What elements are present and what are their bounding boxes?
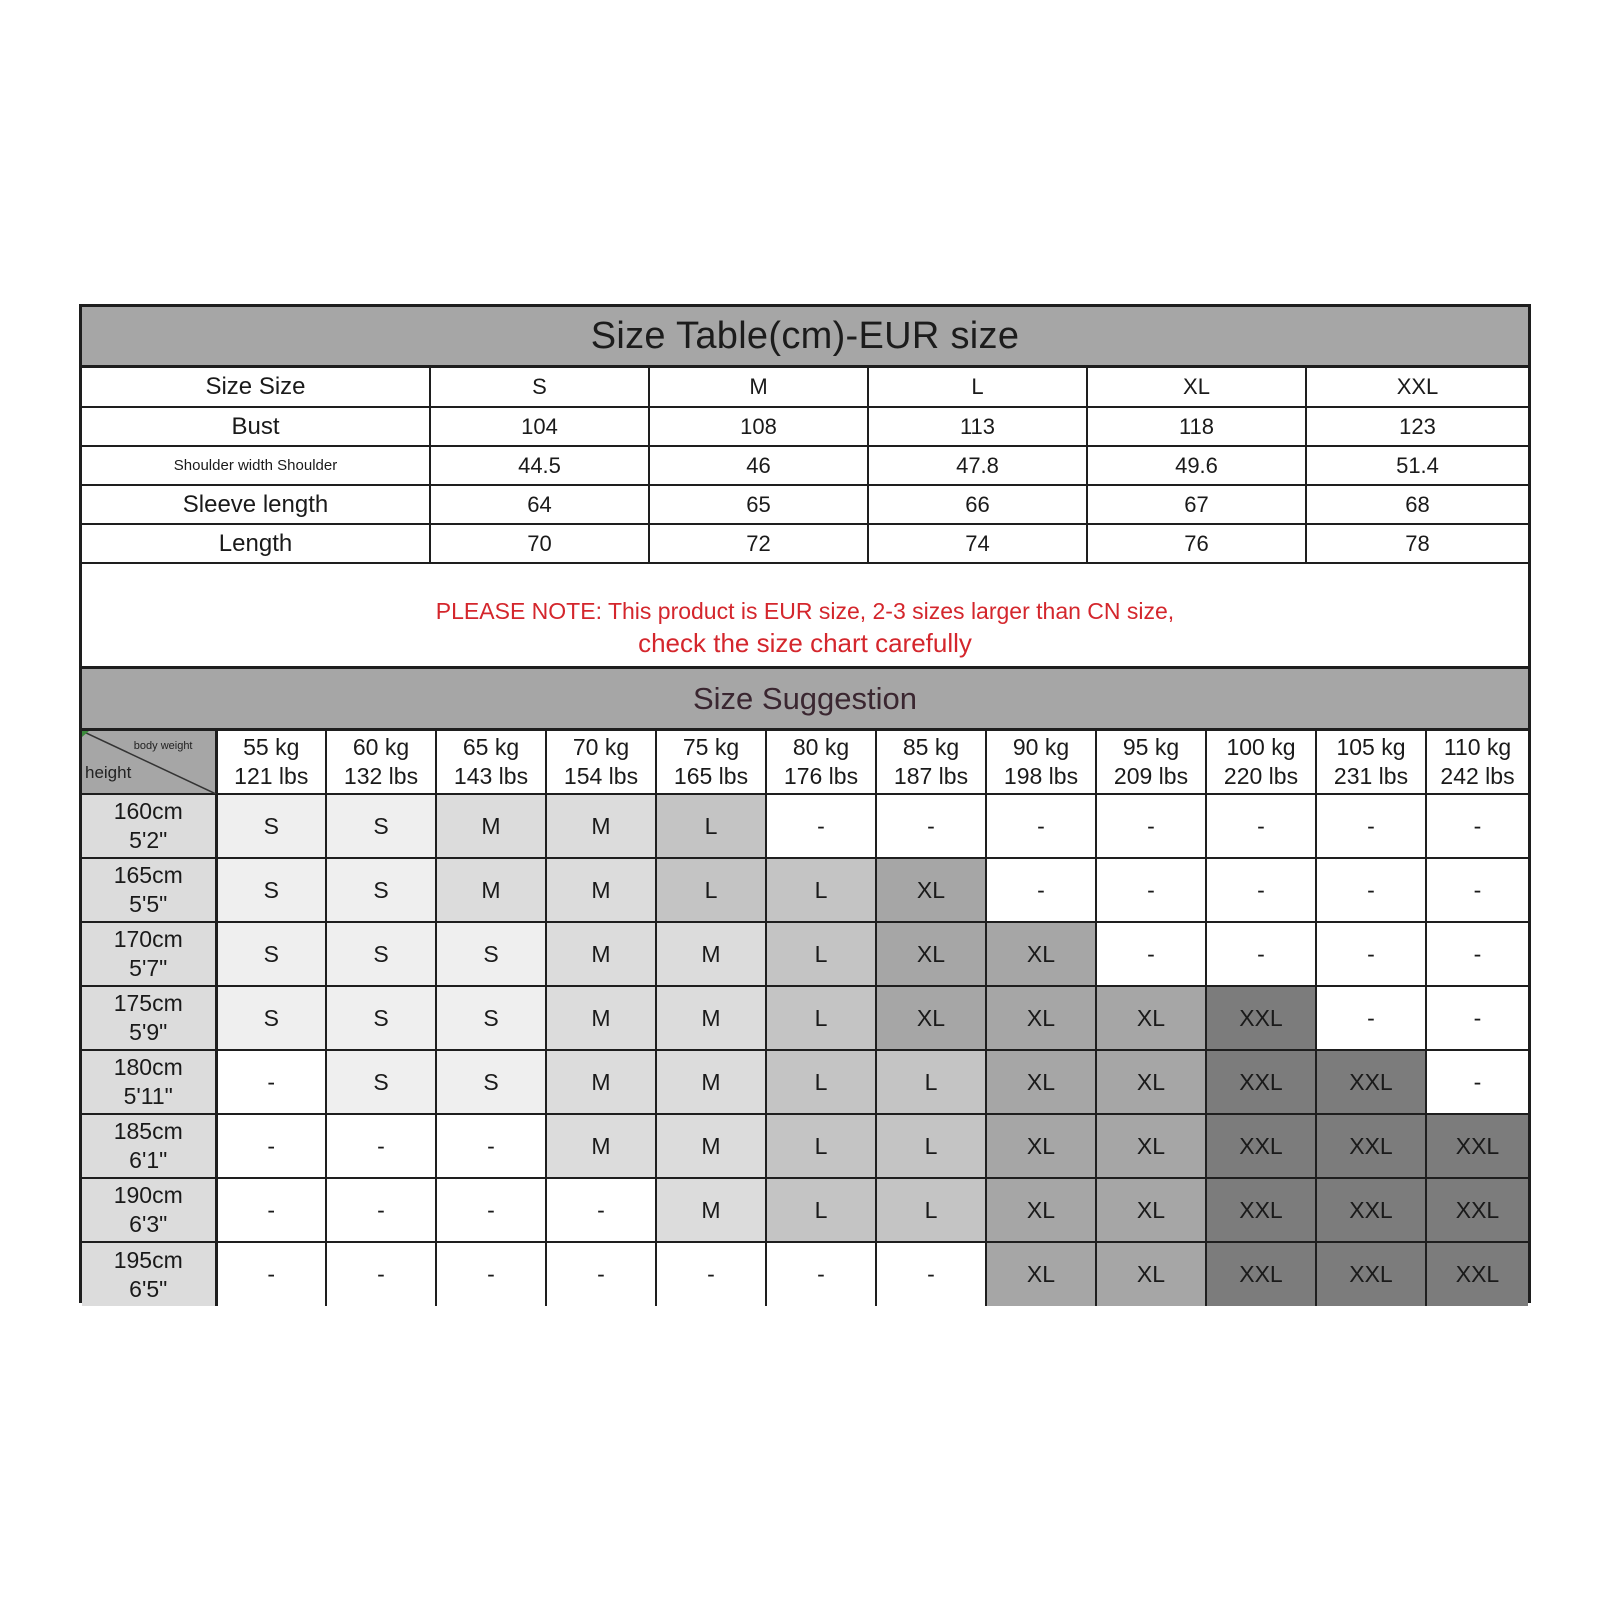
size-suggestion-cell: - bbox=[1206, 858, 1316, 922]
height-cm: 165cm bbox=[113, 862, 183, 888]
size-suggestion-cell: L bbox=[656, 858, 766, 922]
size-suggestion-cell: M bbox=[546, 1114, 656, 1178]
size-suggestion-cell: XL bbox=[986, 1114, 1096, 1178]
size-suggestion-cell: - bbox=[326, 1242, 436, 1306]
size-suggestion-cell: S bbox=[326, 1050, 436, 1114]
height-label-cell bbox=[82, 1242, 216, 1306]
weight-header-cell bbox=[986, 731, 1096, 794]
size-suggestion-cell: - bbox=[1206, 794, 1316, 858]
height-label-cell bbox=[82, 986, 216, 1050]
size-value: 78 bbox=[1306, 524, 1528, 563]
size-table-title: Size Table(cm)-EUR size bbox=[82, 307, 1528, 368]
weight-header-cell bbox=[1426, 731, 1528, 794]
size-note bbox=[82, 574, 1528, 669]
size-suggestion-cell: S bbox=[436, 986, 546, 1050]
size-row-length bbox=[82, 524, 1528, 563]
size-row-shoulder bbox=[82, 446, 1528, 485]
size-suggestion-cell: S bbox=[326, 986, 436, 1050]
size-suggestion-cell: - bbox=[436, 1242, 546, 1306]
note-line-2: check the size chart carefully bbox=[638, 628, 972, 658]
height-row bbox=[82, 922, 1528, 986]
size-row-label: Shoulder width Shoulder bbox=[82, 446, 430, 485]
weight-header-cell bbox=[326, 731, 436, 794]
size-suggestion-cell: - bbox=[1316, 986, 1426, 1050]
corner-cell bbox=[82, 731, 216, 794]
size-suggestion-cell: - bbox=[766, 1242, 876, 1306]
size-suggestion-cell: - bbox=[1426, 794, 1528, 858]
height-cm: 190cm bbox=[113, 1182, 183, 1208]
size-suggestion-cell: - bbox=[1426, 922, 1528, 986]
height-cm: 175cm bbox=[113, 990, 183, 1016]
weight-header-cell bbox=[546, 731, 656, 794]
size-suggestion-cell: M bbox=[436, 794, 546, 858]
size-suggestion-cell: XL bbox=[986, 1050, 1096, 1114]
size-suggestion-cell: - bbox=[326, 1114, 436, 1178]
size-value: 74 bbox=[868, 524, 1087, 563]
weight-header-cell bbox=[1096, 731, 1206, 794]
size-table bbox=[82, 368, 1528, 564]
size-value: 104 bbox=[430, 407, 649, 446]
size-suggestion-title: Size Suggestion bbox=[82, 669, 1528, 731]
size-suggestion-cell: XXL bbox=[1426, 1114, 1528, 1178]
weight-lbs: 220 lbs bbox=[1223, 763, 1299, 789]
size-row-label: Sleeve length bbox=[82, 485, 430, 524]
size-suggestion-cell: XL bbox=[876, 858, 986, 922]
size-value: 65 bbox=[649, 485, 868, 524]
weight-kg: 55 kg bbox=[243, 734, 300, 760]
size-suggestion-cell: S bbox=[436, 922, 546, 986]
size-suggestion-cell: XL bbox=[1096, 1114, 1206, 1178]
size-suggestion-cell: S bbox=[326, 794, 436, 858]
size-suggestion-cell: XL bbox=[1096, 1050, 1206, 1114]
size-suggestion-cell: - bbox=[1096, 794, 1206, 858]
corner-height-label: height bbox=[85, 763, 132, 782]
corner-body-weight-label: body weight bbox=[133, 740, 193, 752]
size-suggestion-cell: L bbox=[766, 1178, 876, 1242]
size-suggestion-cell: S bbox=[216, 794, 326, 858]
weight-kg: 110 kg bbox=[1443, 734, 1512, 760]
height-label-cell bbox=[82, 1114, 216, 1178]
size-header-cell: S bbox=[430, 368, 649, 407]
size-suggestion-cell: XXL bbox=[1316, 1114, 1426, 1178]
size-value: 68 bbox=[1306, 485, 1528, 524]
size-suggestion-cell: S bbox=[436, 1050, 546, 1114]
size-value: 76 bbox=[1087, 524, 1306, 563]
size-suggestion-cell: - bbox=[1426, 858, 1528, 922]
size-suggestion-cell: L bbox=[876, 1178, 986, 1242]
size-value: 66 bbox=[868, 485, 1087, 524]
size-suggestion-cell: - bbox=[546, 1242, 656, 1306]
weight-kg: 100 kg bbox=[1226, 734, 1296, 760]
size-row-label: Length bbox=[82, 524, 430, 563]
weight-kg: 70 kg bbox=[572, 734, 630, 760]
height-row bbox=[82, 986, 1528, 1050]
size-suggestion-cell: XL bbox=[986, 1242, 1096, 1306]
weight-lbs: 121 lbs bbox=[234, 763, 309, 789]
size-suggestion-cell: XXL bbox=[1316, 1050, 1426, 1114]
size-suggestion-cell: M bbox=[546, 922, 656, 986]
weight-kg: 95 kg bbox=[1122, 734, 1180, 760]
size-suggestion-cell: L bbox=[766, 922, 876, 986]
weight-header-cell bbox=[216, 731, 326, 794]
size-value: 46 bbox=[649, 446, 868, 485]
weight-header-cell bbox=[1206, 731, 1316, 794]
height-label-cell bbox=[82, 858, 216, 922]
height-row bbox=[82, 1242, 1528, 1306]
weight-lbs: 187 lbs bbox=[893, 763, 969, 789]
size-suggestion-cell: L bbox=[766, 1050, 876, 1114]
size-suggestion-cell: S bbox=[216, 986, 326, 1050]
height-ft: 6'1" bbox=[129, 1147, 168, 1173]
size-suggestion-cell: M bbox=[656, 1178, 766, 1242]
size-suggestion-cell: L bbox=[766, 986, 876, 1050]
size-header-cell: L bbox=[868, 368, 1087, 407]
size-suggestion-cell: - bbox=[436, 1178, 546, 1242]
size-suggestion-cell: M bbox=[546, 1050, 656, 1114]
size-value: 70 bbox=[430, 524, 649, 563]
height-ft: 5'5" bbox=[129, 891, 168, 917]
weight-header-cell bbox=[876, 731, 986, 794]
size-chart-sheet bbox=[79, 304, 1531, 1303]
size-header-cell: XL bbox=[1087, 368, 1306, 407]
height-ft: 6'5" bbox=[129, 1275, 168, 1302]
size-suggestion-cell: XL bbox=[876, 986, 986, 1050]
size-suggestion-cell: M bbox=[656, 1114, 766, 1178]
size-suggestion-cell: - bbox=[1096, 858, 1206, 922]
weight-lbs: 209 lbs bbox=[1113, 763, 1189, 789]
height-row bbox=[82, 794, 1528, 858]
height-cm: 170cm bbox=[113, 926, 183, 952]
weight-kg: 80 kg bbox=[792, 734, 850, 760]
size-suggestion-cell: - bbox=[216, 1242, 326, 1306]
height-row bbox=[82, 1114, 1528, 1178]
note-line-1: PLEASE NOTE: This product is EUR size, 2-3 sizes larger than CN size, bbox=[435, 598, 1175, 624]
height-row bbox=[82, 1178, 1528, 1242]
weight-kg: 75 kg bbox=[682, 734, 740, 760]
height-ft: 5'2" bbox=[129, 827, 168, 853]
size-suggestion-cell: XL bbox=[1096, 986, 1206, 1050]
size-value: 47.8 bbox=[868, 446, 1087, 485]
height-label-cell bbox=[82, 1178, 216, 1242]
weight-lbs: 231 lbs bbox=[1333, 763, 1409, 789]
size-header-label: Size Size bbox=[82, 368, 430, 407]
size-header-row bbox=[82, 368, 1528, 407]
weight-header-cell bbox=[436, 731, 546, 794]
weight-header-cell bbox=[656, 731, 766, 794]
weight-kg: 85 kg bbox=[902, 734, 960, 760]
size-row-sleeve bbox=[82, 485, 1528, 524]
size-suggestion-cell: M bbox=[656, 986, 766, 1050]
size-value: 118 bbox=[1087, 407, 1306, 446]
size-suggestion-cell: L bbox=[656, 794, 766, 858]
size-suggestion-cell: M bbox=[656, 1050, 766, 1114]
height-row bbox=[82, 858, 1528, 922]
size-value: 123 bbox=[1306, 407, 1528, 446]
height-ft: 5'11" bbox=[123, 1083, 173, 1109]
size-suggestion-cell: XXL bbox=[1206, 986, 1316, 1050]
size-suggestion-cell: XL bbox=[1096, 1242, 1206, 1306]
size-value: 72 bbox=[649, 524, 868, 563]
size-suggestion-cell: S bbox=[326, 922, 436, 986]
size-suggestion-cell: - bbox=[986, 858, 1096, 922]
height-cm: 160cm bbox=[113, 798, 183, 824]
size-suggestion-cell: - bbox=[876, 1242, 986, 1306]
height-cm: 185cm bbox=[113, 1118, 183, 1144]
weight-header-cell bbox=[1316, 731, 1426, 794]
height-row bbox=[82, 1050, 1528, 1114]
size-suggestion-cell: XXL bbox=[1426, 1242, 1528, 1306]
height-cm: 180cm bbox=[113, 1054, 183, 1080]
size-suggestion-cell: S bbox=[216, 858, 326, 922]
size-suggestion-cell: L bbox=[766, 858, 876, 922]
weight-lbs: 176 lbs bbox=[783, 763, 859, 789]
size-suggestion-cell: XL bbox=[1096, 1178, 1206, 1242]
size-suggestion-cell: XL bbox=[986, 922, 1096, 986]
weight-kg: 65 kg bbox=[462, 734, 520, 760]
size-suggestion-cell: - bbox=[436, 1114, 546, 1178]
size-value: 64 bbox=[430, 485, 649, 524]
weight-lbs: 132 lbs bbox=[343, 763, 419, 789]
height-ft: 5'7" bbox=[129, 955, 168, 981]
size-suggestion-cell: - bbox=[1316, 794, 1426, 858]
size-suggestion-cell: M bbox=[436, 858, 546, 922]
size-suggestion-cell: - bbox=[1426, 986, 1528, 1050]
size-row-bust bbox=[82, 407, 1528, 446]
weight-lbs: 198 lbs bbox=[1003, 763, 1079, 789]
size-suggestion-cell: - bbox=[1096, 922, 1206, 986]
size-suggestion-cell: L bbox=[876, 1114, 986, 1178]
height-label-cell bbox=[82, 794, 216, 858]
size-suggestion-cell: XXL bbox=[1206, 1114, 1316, 1178]
height-ft: 5'9" bbox=[129, 1019, 168, 1045]
size-suggestion-cell: S bbox=[326, 858, 436, 922]
size-suggestion-cell: XL bbox=[986, 1178, 1096, 1242]
size-suggestion-cell: - bbox=[876, 794, 986, 858]
size-suggestion-cell: - bbox=[766, 794, 876, 858]
size-suggestion-cell: - bbox=[216, 1178, 326, 1242]
weight-kg: 60 kg bbox=[352, 734, 410, 760]
size-suggestion-cell: XXL bbox=[1206, 1178, 1316, 1242]
height-label-cell bbox=[82, 922, 216, 986]
weight-header-cell bbox=[766, 731, 876, 794]
size-value: 49.6 bbox=[1087, 446, 1306, 485]
size-suggestion-cell: M bbox=[656, 922, 766, 986]
size-suggestion-cell: XL bbox=[986, 986, 1096, 1050]
size-suggestion-grid bbox=[82, 731, 1528, 1306]
size-suggestion-cell: - bbox=[326, 1178, 436, 1242]
size-suggestion-cell: L bbox=[766, 1114, 876, 1178]
size-suggestion-cell: S bbox=[216, 922, 326, 986]
size-value: 51.4 bbox=[1306, 446, 1528, 485]
size-suggestion-cell: - bbox=[216, 1114, 326, 1178]
size-suggestion-cell: XL bbox=[876, 922, 986, 986]
size-suggestion-cell: XXL bbox=[1206, 1050, 1316, 1114]
size-value: 67 bbox=[1087, 485, 1306, 524]
size-suggestion-cell: M bbox=[546, 858, 656, 922]
size-value: 44.5 bbox=[430, 446, 649, 485]
weight-lbs: 143 lbs bbox=[453, 763, 529, 789]
size-suggestion-cell: XXL bbox=[1426, 1178, 1528, 1242]
size-suggestion-cell: M bbox=[546, 986, 656, 1050]
size-header-cell: XXL bbox=[1306, 368, 1528, 407]
size-suggestion-cell: XXL bbox=[1316, 1242, 1426, 1306]
size-header-cell: M bbox=[649, 368, 868, 407]
size-value: 108 bbox=[649, 407, 868, 446]
size-row-label: Bust bbox=[82, 407, 430, 446]
size-suggestion-cell: - bbox=[1206, 922, 1316, 986]
height-ft: 6'3" bbox=[129, 1211, 168, 1237]
height-cm: 195cm bbox=[113, 1246, 183, 1273]
size-suggestion-cell: - bbox=[1426, 1050, 1528, 1114]
weight-lbs: 154 lbs bbox=[563, 763, 639, 789]
weight-lbs: 242 lbs bbox=[1440, 763, 1515, 789]
weight-kg: 105 kg bbox=[1336, 734, 1406, 760]
size-suggestion-cell: M bbox=[546, 794, 656, 858]
size-suggestion-cell: - bbox=[1316, 858, 1426, 922]
weight-kg: 90 kg bbox=[1012, 734, 1070, 760]
weight-header-row bbox=[82, 731, 1528, 794]
size-suggestion-cell: - bbox=[986, 794, 1096, 858]
size-suggestion-cell: L bbox=[876, 1050, 986, 1114]
size-suggestion-cell: XXL bbox=[1206, 1242, 1316, 1306]
size-suggestion-cell: XXL bbox=[1316, 1178, 1426, 1242]
size-value: 113 bbox=[868, 407, 1087, 446]
size-suggestion-cell: - bbox=[546, 1178, 656, 1242]
weight-lbs: 165 lbs bbox=[673, 763, 749, 789]
size-suggestion-cell: - bbox=[216, 1050, 326, 1114]
height-label-cell bbox=[82, 1050, 216, 1114]
size-suggestion-cell: - bbox=[656, 1242, 766, 1306]
size-suggestion-cell: - bbox=[1316, 922, 1426, 986]
